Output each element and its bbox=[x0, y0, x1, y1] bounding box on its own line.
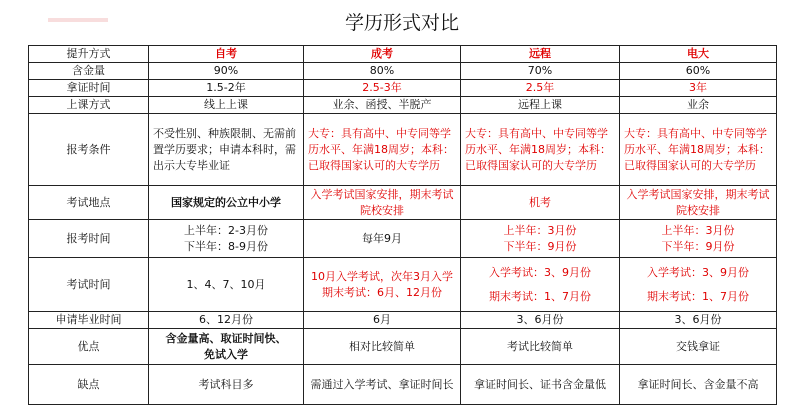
cell: 3年 bbox=[620, 80, 777, 97]
cell-line: 免试入学 bbox=[204, 347, 248, 361]
cell: 线上上课 bbox=[149, 97, 304, 114]
row-label: 申请毕业时间 bbox=[29, 312, 149, 329]
cell-line: 期末考试：1、7月份 bbox=[647, 289, 749, 303]
comparison-sheet bbox=[28, 8, 776, 412]
cell: 大专：具有高中、中专同等学历水平、年满18周岁；本科：已取得国家认可的大专学历 bbox=[461, 114, 620, 186]
header-dianda: 电大 bbox=[620, 46, 777, 63]
cell: 需通过入学考试、拿证时间长 bbox=[304, 365, 461, 405]
cell: 大专：具有高中、中专同等学历水平、年满18周岁；本科：已取得国家认可的大专学历 bbox=[304, 114, 461, 186]
row-label: 报考条件 bbox=[29, 114, 149, 186]
cell: 3、6月份 bbox=[620, 312, 777, 329]
row-cert-time bbox=[29, 80, 777, 97]
cell: 业余 bbox=[620, 97, 777, 114]
row-label: 优点 bbox=[29, 329, 149, 365]
cell: 国家规定的公立中小学 bbox=[149, 186, 304, 220]
cell: 80% bbox=[304, 63, 461, 80]
cell-line: 上半年：2-3月份 bbox=[184, 223, 268, 237]
cell: 2.5-3年 bbox=[304, 80, 461, 97]
cell: 每年9月 bbox=[304, 220, 461, 258]
row-label: 含金量 bbox=[29, 63, 149, 80]
row-gold bbox=[29, 63, 777, 80]
cell: 6、12月份 bbox=[149, 312, 304, 329]
header-yuancheng: 远程 bbox=[461, 46, 620, 63]
cell: 1、4、7、10月 bbox=[149, 258, 304, 312]
cell bbox=[620, 258, 777, 312]
row-label: 考试地点 bbox=[29, 186, 149, 220]
cell-line: 期末考试：6月、12月份 bbox=[322, 285, 442, 299]
cell: 拿证时间长、含金量不高 bbox=[620, 365, 777, 405]
cell-line: 下半年：8-9月份 bbox=[184, 239, 268, 253]
cell: 远程上课 bbox=[461, 97, 620, 114]
cell-line: 含金量高、取证时间快、 bbox=[165, 331, 287, 345]
cell: 大专：具有高中、中专同等学历水平、年满18周岁；本科：已取得国家认可的大专学历 bbox=[620, 114, 777, 186]
comparison-table bbox=[28, 45, 777, 405]
cell: 入学考试国家安排，期末考试院校安排 bbox=[304, 186, 461, 220]
cell-line: 入学考试：3、9月份 bbox=[647, 265, 749, 279]
cell: 3、6月份 bbox=[461, 312, 620, 329]
row-requirements bbox=[29, 114, 777, 186]
row-grad-time bbox=[29, 312, 777, 329]
row-cons bbox=[29, 365, 777, 405]
row-label: 拿证时间 bbox=[29, 80, 149, 97]
cell bbox=[304, 258, 461, 312]
cell-line: 下半年：9月份 bbox=[661, 239, 735, 253]
cell-line: 上半年：3月份 bbox=[503, 223, 577, 237]
cell: 交钱拿证 bbox=[620, 329, 777, 365]
cell: 6月 bbox=[304, 312, 461, 329]
cell-line: 期末考试：1、7月份 bbox=[489, 289, 591, 303]
cell bbox=[461, 258, 620, 312]
cell bbox=[149, 220, 304, 258]
header-row bbox=[29, 46, 777, 63]
page-title: 学历形式对比 bbox=[344, 12, 459, 34]
cell-line: 下半年：9月份 bbox=[503, 239, 577, 253]
cell: 入学考试国家安排，期末考试院校安排 bbox=[620, 186, 777, 220]
cell: 拿证时间长、证书含金量低 bbox=[461, 365, 620, 405]
cell: 不受性别、种族限制、无需前置学历要求；申请本科时，需出示大专毕业证 bbox=[149, 114, 304, 186]
header-chengkao: 成考 bbox=[304, 46, 461, 63]
row-exam-time bbox=[29, 258, 777, 312]
row-label: 上课方式 bbox=[29, 97, 149, 114]
cell: 60% bbox=[620, 63, 777, 80]
cell: 机考 bbox=[461, 186, 620, 220]
cell-line: 入学考试：3、9月份 bbox=[489, 265, 591, 279]
cell-line: 上半年：3月份 bbox=[661, 223, 735, 237]
row-label: 缺点 bbox=[29, 365, 149, 405]
cell: 1.5-2年 bbox=[149, 80, 304, 97]
cell: 2.5年 bbox=[461, 80, 620, 97]
header-method: 提升方式 bbox=[29, 46, 149, 63]
cell bbox=[149, 329, 304, 365]
cell-line: 10月入学考试，次年3月入学 bbox=[311, 269, 453, 283]
cell bbox=[620, 220, 777, 258]
header-zikao: 自考 bbox=[149, 46, 304, 63]
row-reg-time bbox=[29, 220, 777, 258]
cell: 70% bbox=[461, 63, 620, 80]
row-pros bbox=[29, 329, 777, 365]
cell: 考试科目多 bbox=[149, 365, 304, 405]
cell: 业余、函授、半脱产 bbox=[304, 97, 461, 114]
cell bbox=[461, 220, 620, 258]
row-label: 报考时间 bbox=[29, 220, 149, 258]
row-location bbox=[29, 186, 777, 220]
cell: 相对比较简单 bbox=[304, 329, 461, 365]
row-label: 考试时间 bbox=[29, 258, 149, 312]
row-class-mode bbox=[29, 97, 777, 114]
cell: 考试比较简单 bbox=[461, 329, 620, 365]
cell: 90% bbox=[149, 63, 304, 80]
